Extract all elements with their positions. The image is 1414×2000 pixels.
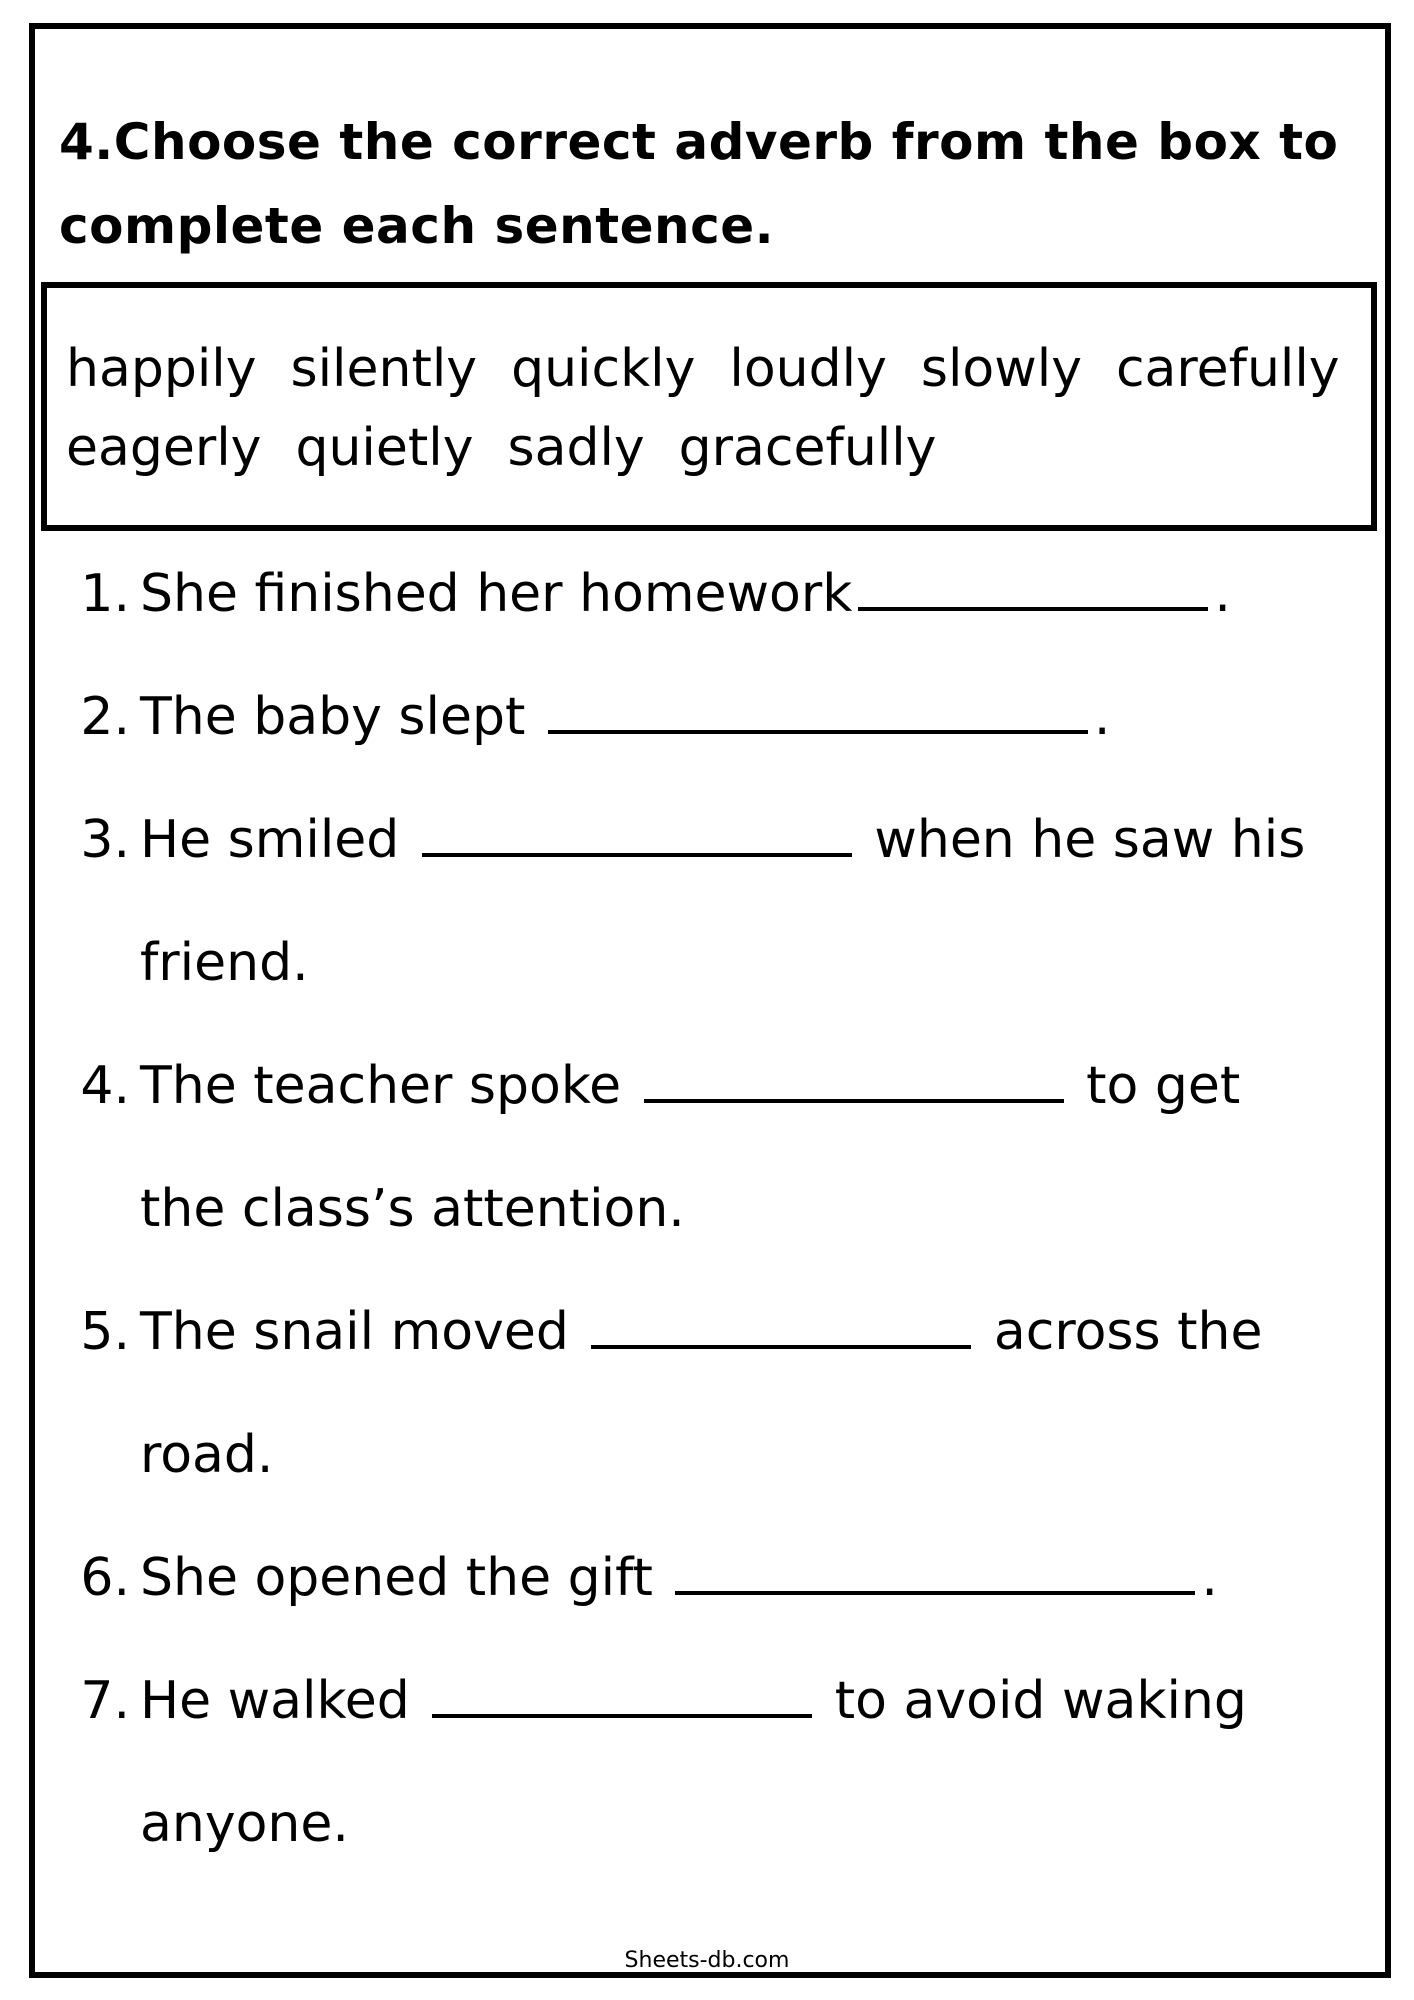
question-text: The baby slept (140, 687, 526, 747)
answer-blank[interactable] (858, 563, 1208, 611)
word-bank-word: sadly (507, 418, 645, 478)
question-number: 6. (80, 1548, 130, 1608)
question-number: 2. (80, 687, 130, 747)
word-bank-word: slowly (920, 339, 1082, 399)
question-sentence (140, 1300, 1262, 1364)
question-number: 1. (80, 564, 130, 624)
answer-blank[interactable] (432, 1670, 812, 1718)
question-number: 4. (80, 1056, 130, 1116)
footer-site-credit: Sheets-db.com (624, 1948, 790, 1973)
word-bank-word: eagerly (66, 418, 262, 478)
answer-blank[interactable] (548, 686, 1088, 734)
question-text-end: to avoid waking (834, 1671, 1247, 1731)
question-sentence (140, 808, 1305, 872)
question-sentence (140, 562, 1231, 626)
word-bank-word: gracefully (678, 418, 937, 478)
question-text-end: across the (993, 1302, 1263, 1362)
word-bank-word: quietly (295, 418, 474, 478)
question-text: The snail moved (140, 1302, 569, 1362)
answer-blank[interactable] (422, 809, 852, 857)
answer-blank[interactable] (675, 1547, 1195, 1595)
question-text: The teacher spoke (140, 1056, 622, 1116)
question-text-end: to get (1086, 1056, 1241, 1116)
question-text-end: . (1093, 687, 1111, 747)
question-number: 7. (80, 1671, 130, 1731)
question-number: 3. (80, 810, 130, 870)
question-sentence (140, 685, 1110, 749)
question-text: She finished her homework (140, 564, 853, 624)
question-continuation: the class’s attention. (140, 1179, 685, 1239)
question-continuation: road. (140, 1425, 274, 1485)
instruction-heading: 4.Choose the correct adverb from the box to complete each sentence. (59, 113, 1339, 255)
word-bank-word: carefully (1115, 339, 1340, 399)
question-text-end: . (1201, 1548, 1218, 1608)
question-text-end: . (1214, 564, 1231, 624)
question-continuation: friend. (140, 933, 309, 993)
question-text: She opened the gift (140, 1548, 653, 1608)
word-bank-word: happily (66, 339, 257, 399)
question-continuation: anyone. (140, 1794, 349, 1854)
word-bank-word: loudly (729, 339, 887, 399)
question-sentence (140, 1669, 1247, 1733)
word-bank-word: silently (290, 339, 478, 399)
question-sentence (140, 1546, 1218, 1610)
answer-blank[interactable] (644, 1055, 1064, 1103)
question-text: He walked (140, 1671, 410, 1731)
answer-blank[interactable] (591, 1301, 971, 1349)
question-number: 5. (80, 1302, 130, 1362)
question-text: He smiled (140, 810, 400, 870)
word-bank-word: quickly (511, 339, 696, 399)
question-sentence (140, 1054, 1240, 1118)
question-text-end: when he saw his (874, 810, 1306, 870)
